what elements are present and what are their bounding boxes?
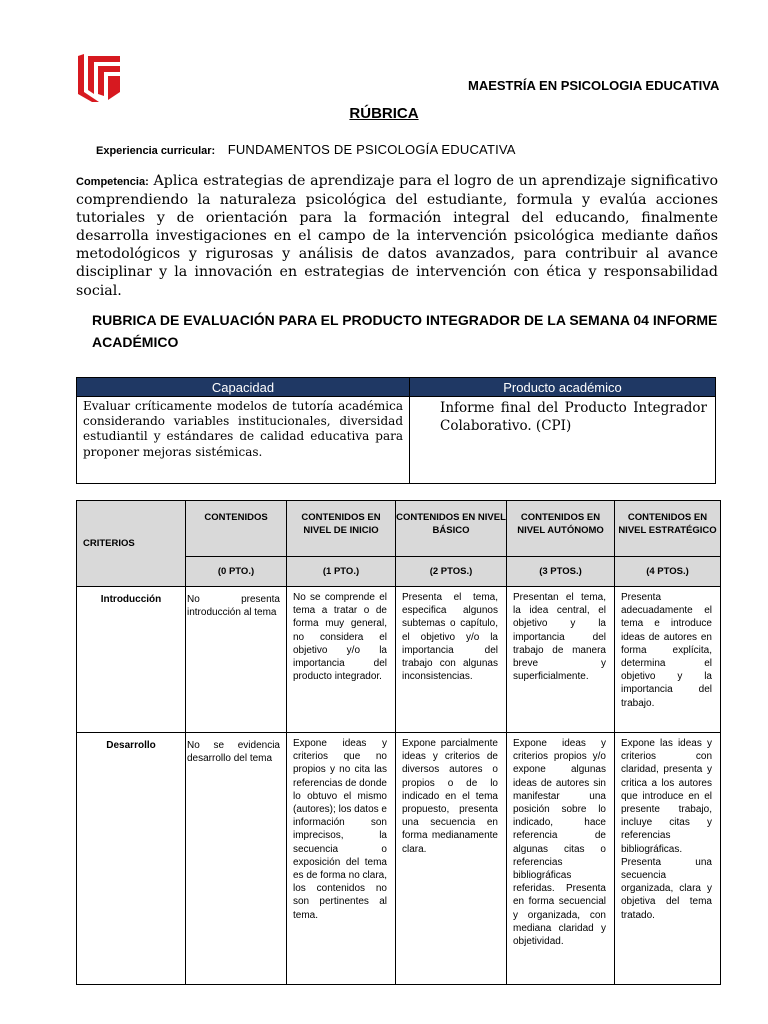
competencia-text: Aplica estrategias de aprendizaje para el logro de un aprendizaje significativo comprendiendo la naturaleza psicológica del estudiante, formula y evalúa acciones tutoriales y de orientación para la formación integral del educando, finalmente desarrolla investigaciones en el campo de la intervención psicológica mediante daños metodológicos y rigurosas y análisis de datos avanzados, para contribuir al avance disciplinar y la innovación en estrategias de intervención con ética y responsabilidad social. [76, 173, 718, 299]
level-header: CONTENIDOS EN NIVEL DE INICIO [287, 501, 396, 557]
capacity-table [76, 377, 716, 484]
level-header: CONTENIDOS [186, 501, 287, 557]
level-header: CONTENIDOS EN NIVEL BÁSICO [396, 501, 507, 557]
criterion-desarrollo: Desarrollo [77, 733, 186, 985]
table-cell: Presentan el tema, la idea central, el objetivo y la importancia del trabajo de manera breve y superficialmente. [507, 587, 615, 733]
producto-cell [410, 397, 716, 484]
criteria-table [76, 500, 721, 985]
capacidad-header: Capacidad [77, 378, 410, 397]
level-points: (4 PTOS.) [615, 557, 721, 587]
level-header: CONTENIDOS EN NIVEL ESTRATÉGICO [615, 501, 721, 557]
table-cell: Expone ideas y criterios propios y/o expone algunas ideas de autores sin manifestar una posición sobre lo indicado, hace referencia de algunas citas o referencias bibliográficas referidas. Presenta en forma secuencial y organizada, con mediana claridad y objetividad. [507, 733, 615, 985]
table-cell: Expone ideas y criterios que no propios y no cita las referencias de donde lo obtuvo el mismo (autores); los datos e información son imprecisos, la secuencia o exposición del tema es de forma no clara, los contenidos no son pertinentes al tema. [287, 733, 396, 985]
level-header: CONTENIDOS EN NIVEL AUTÓNOMO [507, 501, 615, 557]
experiencia-label: Experiencia curricular: [96, 145, 216, 157]
level-points: (0 PTO.) [186, 557, 287, 587]
table-cell: Presenta adecuadamente el tema e introduce ideas de autores en forma explícita, determina el objetivo y la importancia del trabajo. [615, 587, 721, 733]
university-logo [78, 54, 120, 102]
capacidad-cell [77, 397, 410, 484]
table-row [77, 733, 721, 985]
experiencia-value: FUNDAMENTOS DE PSICOLOGÍA EDUCATIVA [227, 142, 516, 157]
criterios-header: CRITERIOS [77, 501, 186, 587]
experiencia-curricular [96, 141, 516, 159]
document-title: RÚBRICA [349, 105, 419, 122]
institution-title: MAESTRÍA EN PSICOLOGIA EDUCATIVA [468, 78, 720, 93]
table-cell: No se comprende el tema a tratar o de forma muy general, no considera el objetivo y/o la importancia del producto integrador. [287, 587, 396, 733]
capacidad-text: Evaluar críticamente modelos de tutoría académica considerando variables institucionales, diversidad estudiantil y estándares de calidad educativa para proponer mejoras sistémicas. [83, 399, 403, 459]
table-cell: Expone las ideas y criterios con claridad, presenta y critica a los autores que introduce en el presente trabajo, incluye citas y referencias bibliográficas. Presenta una secuencia organizada, clara y objetiva del tema tratado. [615, 733, 721, 985]
competencia-paragraph [76, 172, 718, 300]
criterion-introduccion: Introducción [77, 587, 186, 733]
table-row [77, 587, 721, 733]
level-points: (1 PTO.) [287, 557, 396, 587]
table-cell: Presenta el tema, especifica algunos subtemas o capítulo, el objetivo y/o la importancia del trabajo con algunas inconsistencias. [396, 587, 507, 733]
level-points: (3 PTOS.) [507, 557, 615, 587]
competencia-label: Competencia: [76, 176, 149, 188]
rubric-title: RUBRICA DE EVALUACIÓN PARA EL PRODUCTO INTEGRADOR DE LA SEMANA 04 INFORME ACADÉMICO [92, 312, 718, 350]
level-points: (2 PTOS.) [396, 557, 507, 587]
producto-header: Producto académico [410, 378, 716, 397]
table-cell: No presenta introducción al tema [186, 587, 287, 733]
table-cell: No se evidencia desarrollo del tema [186, 733, 287, 985]
table-cell: Expone parcialmente ideas y criterios de diversos autores o propios o de lo indicado en el tema propuesto, presenta una secuencia en forma medianamente clara. [396, 733, 507, 985]
producto-text: Informe final del Producto Integrador Colaborativo. (CPI) [440, 400, 707, 434]
